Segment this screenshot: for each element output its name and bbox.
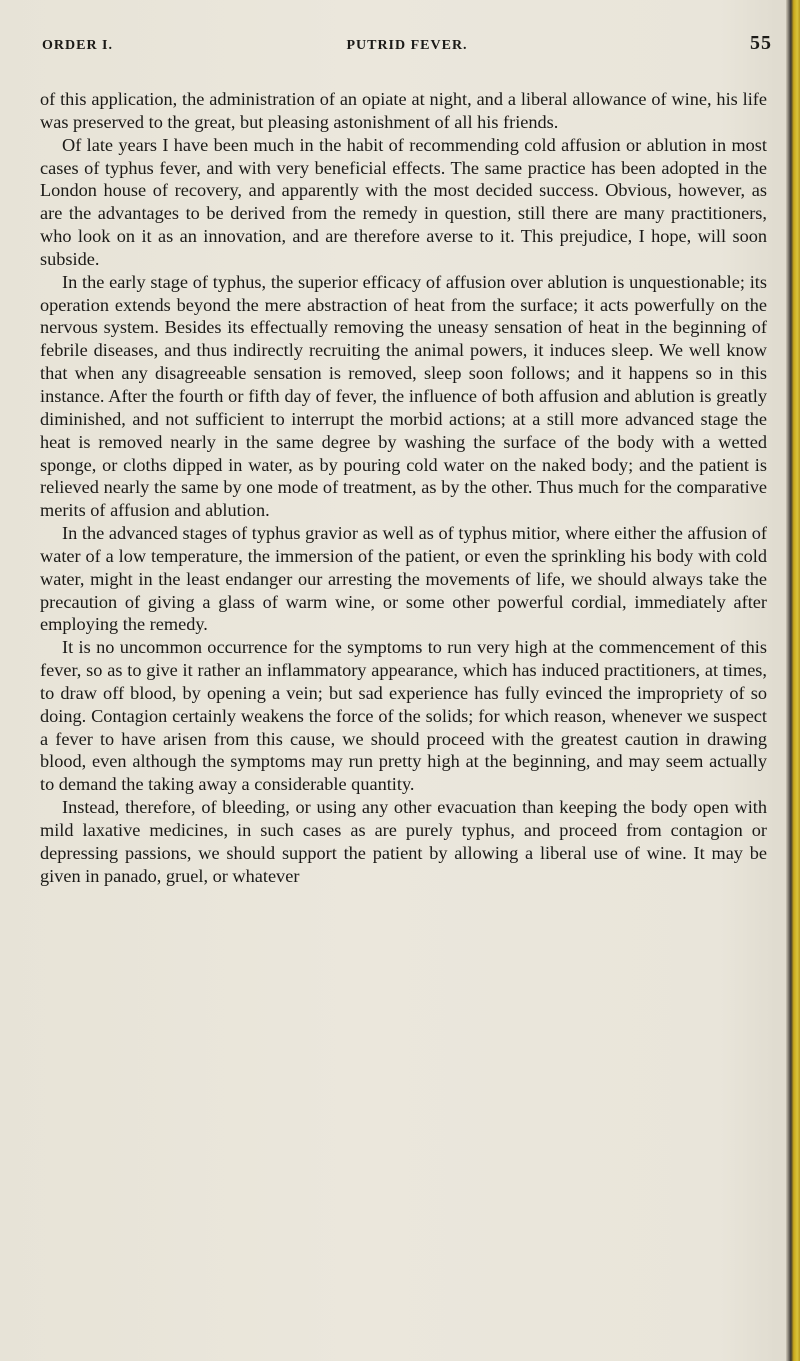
header-title: PUTRID FEVER. [346,38,468,53]
running-header [42,32,772,60]
header-order: ORDER I. [42,38,114,53]
paragraph: In the advanced stages of typhus gravior as well as of typhus mitior, where either the affusion of water of a low temperature, the immersion of the patient, or even the sprinkling his body with cold water, might in the least endanger our arresting the movements of life, we should always take the precaution of giving a glass of warm wine, or some other powerful cordial, immediately after employing the remedy. [40,523,767,635]
paragraph: In the early stage of typhus, the superior efficacy of affusion over ablution is unquestionable; its operation extends beyond the mere abstraction of heat from the surface; it acts powerfully on the nervous system. Besides its effectually removing the uneasy sensation of heat in the beginning of febrile diseases, and thus indirectly recruiting the animal powers, it induces sleep. We well know that when any disagreeable sensation is removed, sleep soon follows; and it happens so in this instance. After the fourth or fifth day of fever, the influence of both affusion and ablution is greatly diminished, and not sufficient to interrupt the morbid actions; at a still more advanced stage the heat is removed nearly in the same degree by washing the surface of the body with a wetted sponge, or cloths dipped in water, as by pouring cold water on the naked body; and the patient is relieved nearly the same by one mode of treatment, as by the other. Thus much for the comparative merits of affusion and ablution. [40,271,767,521]
page-number: 55 [750,32,772,54]
book-spine-edge [786,0,800,1361]
paragraph: of this application, the administration of an opiate at night, and a liberal allowance of wine, his life was preserved to the great, but pleasing astonishment of all his friends. [40,89,767,132]
paragraph: Of late years I have been much in the habit of recommending cold affusion or ablution in most cases of typhus fever, and with very beneficial effects. The same practice has been adopted in the London house of recovery, and apparently with the most decided success. Obvious, however, as are the advantages to be derived from the remedy in question, still there are many practitioners, who look on it as an innovation, and are therefore averse to it. This prejudice, I hope, will soon subside. [40,134,767,269]
paragraph: It is no uncommon occurrence for the symptoms to run very high at the commencement of this fever, so as to give it rather an inflammatory appearance, which has induced practitioners, at times, to draw off blood, by opening a vein; but sad experience has fully evinced the impropriety of so doing. Contagion certainly weakens the force of the solids; for which reason, whenever we suspect a fever to have arisen from this cause, we should proceed with the greatest caution in drawing blood, even although the symptoms may run pretty high at the beginning, and may seem actually to demand the taking away a considerable quantity. [40,637,767,795]
body-text [40,88,767,888]
paragraph: Instead, therefore, of bleeding, or using any other evacuation than keeping the body open with mild laxative medicines, in such cases as are purely typhus, and proceed from contagion or depressing passions, we should support the patient by allowing a liberal use of wine. It may be given in panado, gruel, or whatever [40,797,767,886]
